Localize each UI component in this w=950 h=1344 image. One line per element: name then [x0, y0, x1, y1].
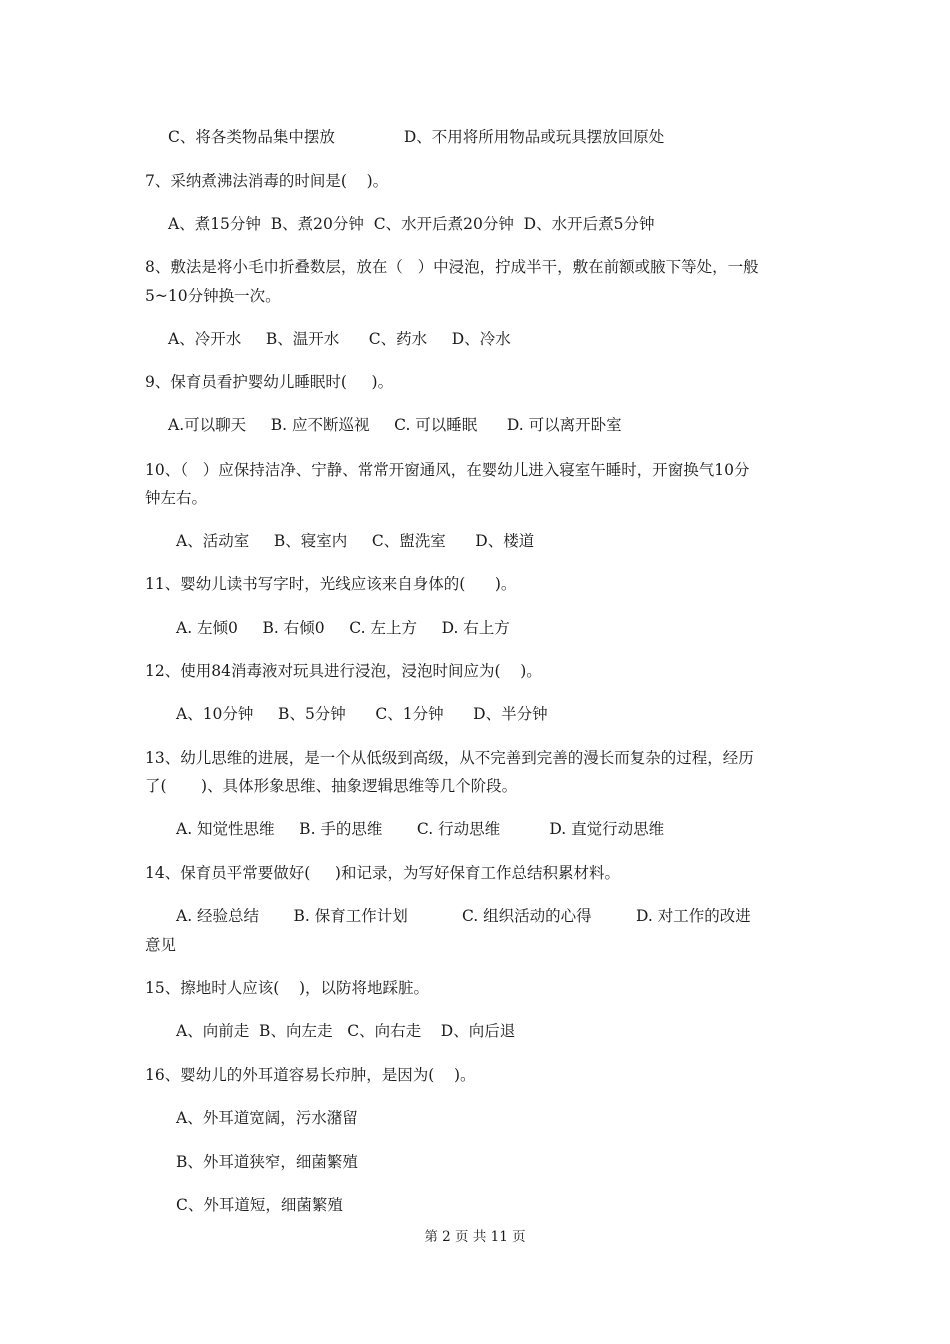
- q16-option-a: A、外耳道宽阔，污水潴留: [176, 1109, 358, 1127]
- question-8-cont: 5~10分钟换一次。: [145, 287, 281, 305]
- question-14: 14、保育员平常要做好( )和记录，为写好保育工作总结积累材料。: [145, 864, 620, 882]
- question-13: 13、幼儿思维的进展，是一个从低级到高级，从不完善到完善的漫长而复杂的过程，经历: [145, 749, 754, 767]
- question-16: 16、婴幼儿的外耳道容易长疖肿，是因为( )。: [145, 1066, 476, 1084]
- q11-options: A. 左倾0 B. 右倾0 C. 左上方 D. 右上方: [176, 619, 510, 637]
- question-13-cont: 了( )、具体形象思维、抽象逻辑思维等几个阶段。: [145, 777, 518, 795]
- question-8: 8、敷法是将小毛巾折叠数层，放在（ ）中浸泡，拧成半干，敷在前额或腋下等处，一般: [145, 258, 759, 276]
- question-12: 12、使用84消毒液对玩具进行浸泡，浸泡时间应为( )。: [145, 662, 542, 680]
- q13-options: A. 知觉性思维 B. 手的思维 C. 行动思维 D. 直觉行动思维: [176, 820, 665, 838]
- question-15: 15、擦地时人应该( )，以防将地踩脏。: [145, 979, 430, 997]
- q12-options: A、10分钟 B、5分钟 C、1分钟 D、半分钟: [176, 705, 548, 723]
- q15-options: A、向前走 B、向左走 C、向右走 D、向后退: [176, 1022, 516, 1040]
- q10-options: A、活动室 B、寝室内 C、盥洗室 D、楼道: [176, 532, 535, 550]
- question-7: 7、采纳煮沸法消毒的时间是( )。: [145, 172, 389, 190]
- question-10: 10、（ ）应保持洁净、宁静、常常开窗通风，在婴幼儿进入寝室午睡时，开窗换气10分: [145, 461, 750, 479]
- q7-options: A、煮15分钟 B、煮20分钟 C、水开后煮20分钟 D、水开后煮5分钟: [168, 215, 655, 233]
- question-11: 11、婴幼儿读书写字时，光线应该来自身体的( )。: [145, 575, 517, 593]
- q16-option-c: C、外耳道短，细菌繁殖: [176, 1196, 343, 1214]
- q9-options: A.可以聊天 B. 应不断巡视 C. 可以睡眠 D. 可以离开卧室: [168, 416, 622, 434]
- q14-options-cont: 意见: [145, 936, 177, 954]
- q8-options: A、冷开水 B、温开水 C、药水 D、冷水: [168, 330, 511, 348]
- page-footer: 第 2 页 共 11 页: [424, 1229, 526, 1245]
- q6-options-cd: C、将各类物品集中摆放 D、不用将所用物品或玩具摆放回原处: [168, 128, 665, 146]
- question-9: 9、保育员看护婴幼儿睡眠时( )。: [145, 373, 394, 391]
- q14-options: A. 经验总结 B. 保育工作计划 C. 组织活动的心得 D. 对工作的改进: [176, 907, 751, 925]
- question-10-cont: 钟左右。: [145, 489, 208, 507]
- q16-option-b: B、外耳道狭窄，细菌繁殖: [176, 1153, 358, 1171]
